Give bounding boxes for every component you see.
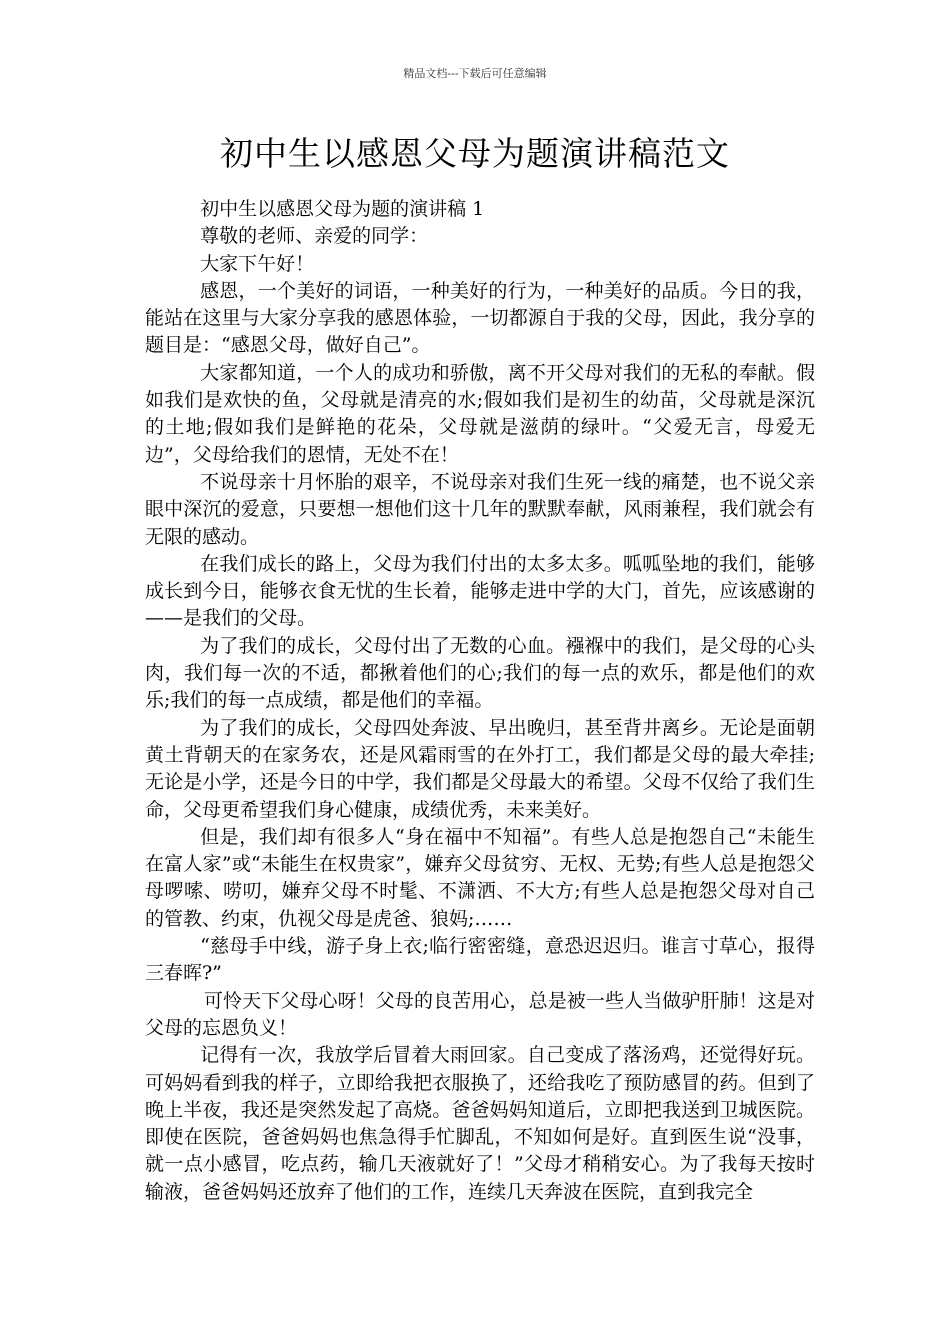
paragraph-poem-quote: “慈母手中线，游子身上衣;临行密密缝，意恐迟迟归。谁言寸草心，报得三春晖?”: [145, 935, 815, 985]
paragraph-speech-title: 初中生以感恩父母为题的演讲稿 1: [200, 198, 485, 220]
paragraph: 大家都知道，一个人的成功和骄傲，离不开父母对我们的无私的奉献。假如我们是欢快的鱼，父母就是清亮的水;假如我们是初生的幼苗，父母就是深沉的土地;假如我们是鲜艳的花朵，父母就是滋荫的绿叶。“父爱无言，母爱无边”，父母给我们的恩情，无处不在！: [145, 361, 815, 466]
paragraph: 可怜天下父母心呀！父母的良苦用心，总是被一些人当做驴肝肺！这是对父母的忘恩负义！: [145, 989, 815, 1039]
paragraph: 记得有一次，我放学后冒着大雨回家。自己变成了落汤鸡，还觉得好玩。可妈妈看到我的样子，立即给我把衣服换了，还给我吃了预防感冒的药。但到了晚上半夜，我还是突然发起了高烧。爸爸妈妈知道后，立即把我送到卫城医院。即使在医院，爸爸妈妈也焦急得手忙脚乱，不知如何是好。直到医生说“没事，就一点小感冒，吃点药，输几天液就好了！”父母才稍稍安心。为了我每天按时输液，爸爸妈妈还放弃了他们的工作，连续几天奔波在医院，直到我完全: [145, 1044, 815, 1203]
paragraph: 感恩，一个美好的词语，一种美好的行为，一种美好的品质。今日的我，能站在这里与大家分享我的感恩体验，一切都源自于我的父母，因此，我分享的题目是：“感恩父母，做好自己”。: [145, 279, 815, 357]
paragraph-salutation: 尊敬的老师、亲爱的同学：: [200, 225, 429, 248]
paragraph: 为了我们的成长，父母付出了无数的心血。襁褓中的我们，是父母的心头肉，我们每一次的不适，都揪着他们的心;我们的每一点的欢乐，都是他们的欢乐;我们的每一点成绩，都是他们的幸福。: [145, 634, 815, 712]
document-title: 初中生以感恩父母为题演讲稿范文: [220, 134, 730, 173]
paragraph: 为了我们的成长，父母四处奔波、早出晚归，甚至背井离乡。无论是面朝黄土背朝天的在家务农，还是风霜雨雪的在外打工，我们都是父母的最大牵挂;无论是小学，还是今日的中学，我们都是父母最大的希望。父母不仅给了我们生命，父母更希望我们身心健康，成绩优秀，未来美好。: [145, 716, 815, 821]
page-header-note: 精品文档---下载后可任意编辑: [403, 67, 547, 80]
paragraph: 但是，我们却有很多人“身在福中不知福”。有些人总是抱怨自己“未能生在富人家”或“未能生在权贵家”，嫌弃父母贫穷、无权、无势;有些人总是抱怨父母啰嗦、唠叨，嫌弃父母不时髦、不潇洒、不大方;有些人总是抱怨父母对自己的管教、约束，仇视父母是虎爸、狼妈;……: [145, 825, 815, 930]
paragraph: 不说母亲十月怀胎的艰辛，不说母亲对我们生死一线的痛楚，也不说父亲眼中深沉的爱意，只要想一想他们这十几年的默默奉献，风雨兼程，我们就会有无限的感动。: [145, 470, 815, 548]
paragraph: 在我们成长的路上，父母为我们付出的太多太多。呱呱坠地的我们，能够成长到今日，能够衣食无忧的生长着，能够走进中学的大门，首先，应该感谢的——是我们的父母。: [145, 552, 815, 630]
paragraph-greeting: 大家下午好！: [200, 252, 315, 275]
document-body: [145, 196, 815, 1206]
